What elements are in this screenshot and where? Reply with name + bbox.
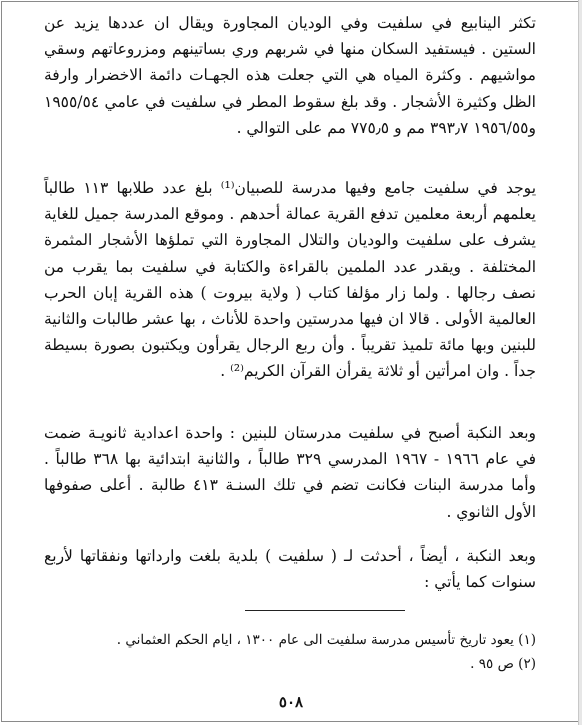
footnotes — [60, 628, 536, 676]
footnote-divider — [245, 610, 405, 611]
paragraph-after-nakba-schools: وبعد النكبة أصبح في سلفيت مدرستان للبنين : واحدة اعدادية ثانويـة ضمت في عام ١٩٦٦ - ١٩٦٧ المدرسي ٣٢٩ طالباً ، والثانية ابتدائية بها ٣٦٨ طالباً . وأما مدرسة البنات فكانت تضم في تلك السنـة ٤١٣ طالبة . أعلى صفوفها الأول الثانوي . — [44, 424, 537, 521]
page-number: ٥٠٨ — [278, 693, 304, 711]
paragraph-schools: يوجد في سلفيت جامع وفيها مدرسة للصبيان⁽¹⁾ بلغ عدد طلابها ١١٣ طالباً يعلمهم أربعة معلمين تدفع القرية عمالة أحدهم . وموقع المدرسة جميل للغاية يشرف على سلفيت والوديان والتلال المجاورة التي تملؤها الأشجار المثمرة المختلفة . ويقدر عدد الملمين بالقراءة والكتابة في سلفيت بما يقرب من نصف رجالها . ولما زار مؤلفا كتاب ( ولاية بيروت ) هذه القرية إبان الحرب العالمية الأولى . قالا ان فيها مدرستين واحدة للأناث ، بها عشر طالبات والثانية للبنين وبها مائة تلميذ تقريباً . وأن ربع الرجال يقرأون ويكتبون بصورة بسيطة جداً . وان امرأتين أو ثلاثة يقرأن القرآن الكريم⁽²⁾ . — [44, 179, 537, 381]
paragraph-springs: تكثر الينابيع في سلفيت وفي الوديان المجاورة ويقال ان عددها يزيد عن الستين . فيستفيد السكان منها في شربهم وري بساتينهم ومزروعاتهم وسقي مواشيهم . وكثرة المياه هي التي جعلت هذه الجهـات دائمة الاخضرار وارفة الظل وكثيرة الأشجار . وقد بلغ سقوط المطر في سلفيت في عامي ١٩٥٥/٥٤ و١٩٥٦/٥٥ ٣٩٣٫٧ مم و ٧٧٥٫٥ مم على التوالي . — [44, 14, 536, 137]
paragraph-municipality: وبعد النكبة ، أيضاً ، أحدثت لـ ( سلفيت ) بلدية بلغت وارداتها ونفقاتها لأربع سنوات كما يأتي : — [44, 547, 536, 592]
footnote-2: (٢) ص ٩٥ . — [470, 656, 536, 672]
vertical-scrollbar[interactable] — [578, 0, 582, 725]
footnote-1: (١) يعود تاريخ تأسيس مدرسة سلفيت الى عام ١٣٠٠ ، ايام الحكم العثماني . — [116, 632, 536, 648]
